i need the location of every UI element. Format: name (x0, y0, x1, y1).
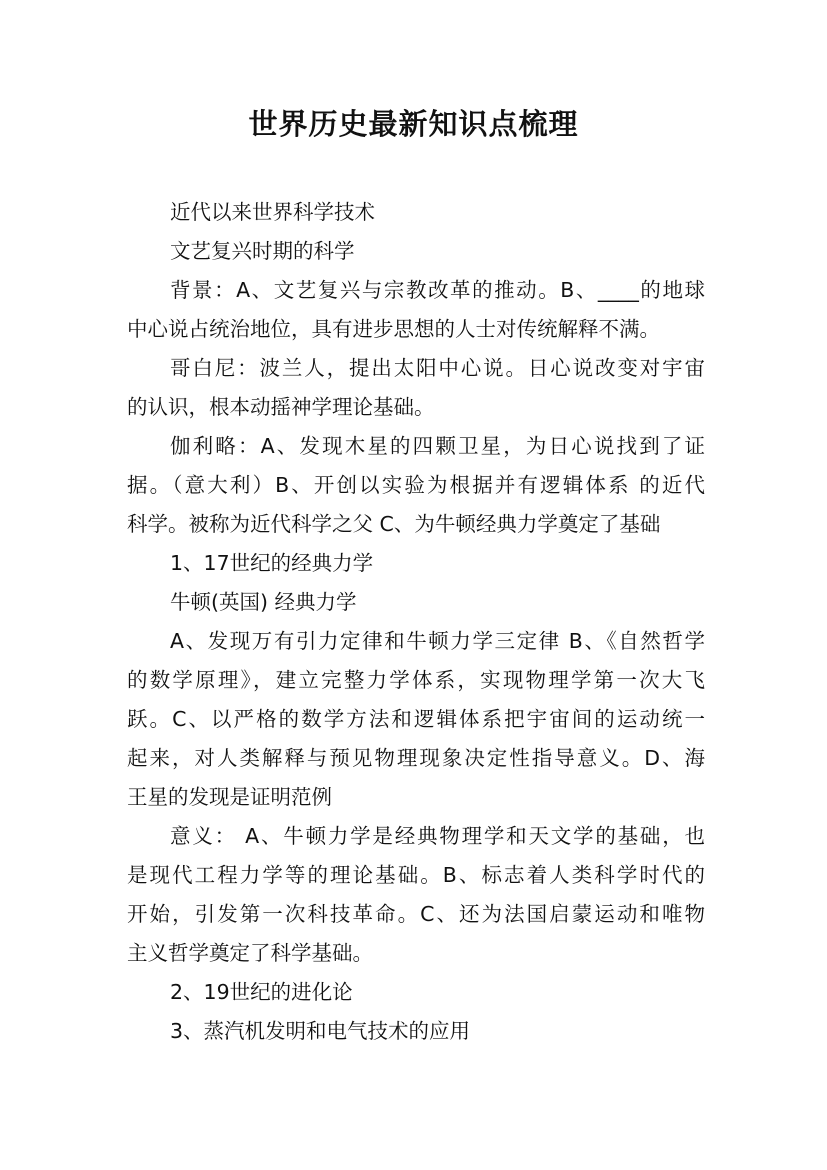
paragraph-line: 3、蒸汽机发明和电气技术的应用 (170, 1019, 471, 1043)
paragraph-line: 科学。被称为近代科学之父 C、为牛顿经典力学奠定了基础 (127, 512, 661, 536)
document-title: 世界历史最新知识点梳理 (248, 107, 579, 141)
paragraph-line: 哥白尼：波兰人，提出太阳中心说。日心说改变对宇宙 (170, 356, 705, 380)
paragraph-line: 文艺复兴时期的科学 (170, 239, 355, 263)
paragraph-line: 伽利略：A、发现木星的四颗卫星，为日心说找到了证 (170, 434, 705, 458)
paragraph-line: 跃。C、以严格的数学方法和逻辑体系把宇宙间的运动统一 (127, 707, 705, 731)
paragraph-line: 的认识，根本动摇神学理论基础。 (127, 395, 435, 419)
paragraph-line: A、发现万有引力定律和牛顿力学三定律 B、《自然哲学 (170, 629, 705, 653)
paragraph-line: 1、17世纪的经典力学 (170, 551, 374, 575)
paragraph-line: 是现代工程力学等的理论基础。B、标志着人类科学时代的 (127, 863, 705, 887)
document-body (127, 193, 705, 1051)
paragraph-line: 王星的发现是证明范例 (127, 785, 332, 809)
paragraph-line: 2、19世纪的进化论 (170, 980, 353, 1004)
paragraph-line: 据。（意大利）B、开创以实验为根据并有逻辑体系 的近代 (127, 473, 705, 497)
paragraph-line: 背景：A、文艺复兴与宗教改革的推动。B、____的地球 (170, 278, 705, 302)
paragraph-line: 近代以来世界科学技术 (170, 200, 375, 224)
paragraph-line: 起来，对人类解释与预见物理现象决定性指导意义。D、海 (127, 746, 705, 770)
paragraph-line: 牛顿(英国) 经典力学 (170, 590, 357, 614)
paragraph-line: 主义哲学奠定了科学基础。 (127, 941, 373, 965)
paragraph-line: 中心说占统治地位，具有进步思想的人士对传统解释不满。 (127, 317, 660, 341)
paragraph-line: 意义： A、牛顿力学是经典物理学和天文学的基础，也 (170, 824, 705, 848)
paragraph-line: 的数学原理》，建立完整力学体系，实现物理学第一次大飞 (127, 668, 705, 692)
paragraph-line: 开始，引发第一次科技革命。C、还为法国启蒙运动和唯物 (127, 902, 705, 926)
